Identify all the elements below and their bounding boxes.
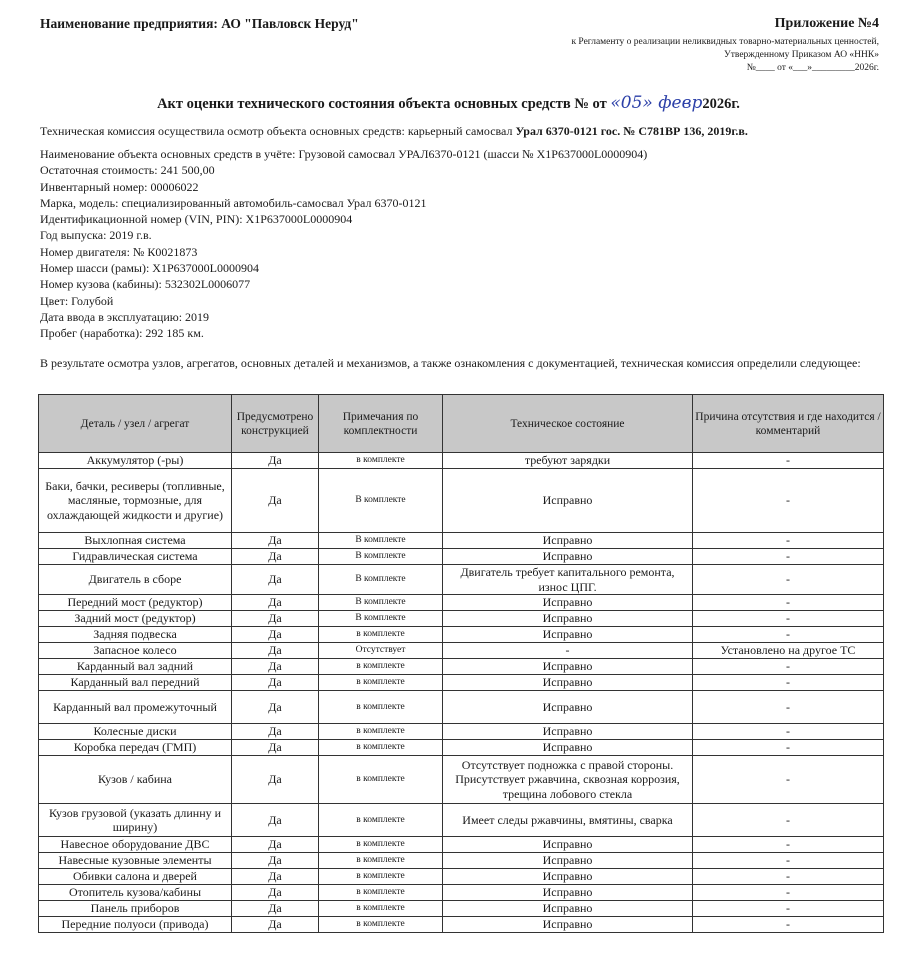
intro-line xyxy=(40,124,748,139)
intro-vehicle: Урал 6370-0121 гос. № С781ВР 136, 2019г.в. xyxy=(515,124,748,138)
table-row xyxy=(39,724,884,740)
table-row xyxy=(39,901,884,917)
company-name: Наименование предприятия: АО "Павловск Неруд" xyxy=(40,16,359,31)
fact-body-number: Номер кузова (кабины): 532302L0006077 xyxy=(40,277,251,292)
row-part: Кузов / кабина xyxy=(39,756,232,804)
row-comment: Установлено на другое ТС xyxy=(693,643,884,659)
table-row xyxy=(39,756,884,804)
row-part: Карданный вал задний xyxy=(39,659,232,675)
row-part: Отопитель кузова/кабины xyxy=(39,885,232,901)
row-provided: Да xyxy=(232,469,319,533)
row-provided: Да xyxy=(232,837,319,853)
row-part: Навесные кузовные элементы xyxy=(39,853,232,869)
table-row xyxy=(39,627,884,643)
row-completeness: в комплекте xyxy=(319,901,443,917)
header-comment: Причина отсутствия и где находится / комментарий xyxy=(693,395,884,453)
row-comment: - xyxy=(693,804,884,837)
table-row xyxy=(39,595,884,611)
row-comment: - xyxy=(693,853,884,869)
row-comment: - xyxy=(693,869,884,885)
table-row xyxy=(39,869,884,885)
appendix-line-3: №____ от «___»_________2026г. xyxy=(746,63,879,73)
fact-year: Год выпуска: 2019 г.в. xyxy=(40,228,152,243)
row-completeness: Отсутствует xyxy=(319,643,443,659)
row-condition: Исправно xyxy=(443,549,693,565)
row-comment: - xyxy=(693,533,884,549)
row-condition: - xyxy=(443,643,693,659)
fact-make-model: Марка, модель: специализированный автомобиль-самосвал Урал 6370-0121 xyxy=(40,195,427,210)
appendix-line-1: к Регламенту о реализации неликвидных товарно-материальных ценностей, xyxy=(571,37,879,47)
row-provided: Да xyxy=(232,611,319,627)
table-row xyxy=(39,643,884,659)
row-condition: Исправно xyxy=(443,469,693,533)
row-completeness: в комплекте xyxy=(319,675,443,691)
row-provided: Да xyxy=(232,643,319,659)
row-completeness: в комплекте xyxy=(319,659,443,675)
row-provided: Да xyxy=(232,901,319,917)
row-part: Передний мост (редуктор) xyxy=(39,595,232,611)
row-comment: - xyxy=(693,659,884,675)
row-condition: Имеет следы ржавчины, вмятины, сварка xyxy=(443,804,693,837)
row-comment: - xyxy=(693,453,884,469)
table-row xyxy=(39,885,884,901)
row-part: Карданный вал промежуточный xyxy=(39,691,232,724)
table-row xyxy=(39,565,884,595)
fact-asset-name: Наименование объекта основных средств в учёте: Грузовой самосвал УРАЛ6370-0121 (шасси № X1P637000L0000904) xyxy=(40,147,648,161)
row-part: Выхлопная система xyxy=(39,533,232,549)
row-part: Колесные диски xyxy=(39,724,232,740)
intro-text: Техническая комиссия осуществила осмотр объекта основных средств: карьерный самосвал xyxy=(40,124,516,138)
row-comment: - xyxy=(693,740,884,756)
row-condition: требуют зарядки xyxy=(443,453,693,469)
row-comment: - xyxy=(693,565,884,595)
row-provided: Да xyxy=(232,565,319,595)
fact-inventory-number: Инвентарный номер: 00006022 xyxy=(40,179,199,194)
row-completeness: В комплекте xyxy=(319,549,443,565)
header-completeness: Примечания по комплектности xyxy=(319,395,443,453)
row-part: Навесное оборудование ДВС xyxy=(39,837,232,853)
row-comment: - xyxy=(693,469,884,533)
row-condition: Исправно xyxy=(443,917,693,933)
row-comment: - xyxy=(693,627,884,643)
result-paragraph: В результате осмотра узлов, агрегатов, основных деталей и механизмов, а также ознакомления с документацией, техническая комиссия определили следующее: xyxy=(40,356,861,370)
row-condition: Отсутствует подножка с правой стороны. Присутствует ржавчина, сквозная коррозия, трещина лобового стекла xyxy=(443,756,693,804)
row-provided: Да xyxy=(232,724,319,740)
row-completeness: в комплекте xyxy=(319,724,443,740)
table-row xyxy=(39,453,884,469)
row-provided: Да xyxy=(232,853,319,869)
row-provided: Да xyxy=(232,756,319,804)
row-part: Кузов грузовой (указать длинну и ширину) xyxy=(39,804,232,837)
row-part: Задний мост (редуктор) xyxy=(39,611,232,627)
row-completeness: В комплекте xyxy=(319,611,443,627)
row-comment: - xyxy=(693,691,884,724)
row-condition: Исправно xyxy=(443,595,693,611)
row-condition: Исправно xyxy=(443,869,693,885)
appendix-title: Приложение №4 xyxy=(774,16,879,31)
row-completeness: В комплекте xyxy=(319,595,443,611)
table-row xyxy=(39,917,884,933)
row-part: Карданный вал передний xyxy=(39,675,232,691)
row-completeness: в комплекте xyxy=(319,804,443,837)
row-condition: Исправно xyxy=(443,533,693,549)
row-completeness: В комплекте xyxy=(319,469,443,533)
row-provided: Да xyxy=(232,627,319,643)
row-comment: - xyxy=(693,901,884,917)
fact-color: Цвет: Голубой xyxy=(40,293,114,308)
row-condition: Исправно xyxy=(443,885,693,901)
appendix-block xyxy=(571,16,879,75)
row-provided: Да xyxy=(232,804,319,837)
title-year: 2026г. xyxy=(702,96,740,112)
table-row xyxy=(39,675,884,691)
row-comment: - xyxy=(693,595,884,611)
table-row xyxy=(39,611,884,627)
row-condition: Исправно xyxy=(443,659,693,675)
row-provided: Да xyxy=(232,885,319,901)
fact-commission-date: Дата ввода в эксплуатацию: 2019 xyxy=(40,309,210,324)
row-condition: Исправно xyxy=(443,837,693,853)
row-part: Задняя подвеска xyxy=(39,627,232,643)
row-part: Гидравлическая система xyxy=(39,549,232,565)
table-row xyxy=(39,804,884,837)
fact-residual-value: Остаточная стоимость: 241 500,00 xyxy=(40,163,215,178)
row-condition: Исправно xyxy=(443,724,693,740)
row-completeness: в комплекте xyxy=(319,917,443,933)
table-header-row xyxy=(39,395,884,453)
table-row xyxy=(39,659,884,675)
table-row xyxy=(39,837,884,853)
row-part: Запасное колесо xyxy=(39,643,232,659)
row-provided: Да xyxy=(232,869,319,885)
fact-mileage: Пробег (наработка): 292 185 км. xyxy=(40,326,204,341)
row-part: Коробка передач (ГМП) xyxy=(39,740,232,756)
row-condition: Исправно xyxy=(443,611,693,627)
row-part: Передние полуоси (привода) xyxy=(39,917,232,933)
inspection-table xyxy=(38,394,884,933)
row-completeness: в комплекте xyxy=(319,740,443,756)
fact-chassis-number: Номер шасси (рамы): X1P637000L0000904 xyxy=(40,261,259,276)
row-condition: Исправно xyxy=(443,853,693,869)
row-part: Баки, бачки, ресиверы (топливные, масляные, тормозные, для охлаждающей жидкости и другие) xyxy=(39,469,232,533)
row-completeness: в комплекте xyxy=(319,869,443,885)
table-row xyxy=(39,853,884,869)
row-condition: Исправно xyxy=(443,627,693,643)
vehicle-facts xyxy=(40,146,647,342)
row-completeness: в комплекте xyxy=(319,837,443,853)
row-comment: - xyxy=(693,611,884,627)
row-completeness: в комплекте xyxy=(319,756,443,804)
row-provided: Да xyxy=(232,549,319,565)
appendix-line-2: Утвержденному Приказом АО «ННК» xyxy=(724,50,879,60)
row-completeness: В комплекте xyxy=(319,533,443,549)
row-part: Двигатель в сборе xyxy=(39,565,232,595)
row-completeness: В комплекте xyxy=(319,565,443,595)
row-completeness: в комплекте xyxy=(319,691,443,724)
row-condition: Исправно xyxy=(443,691,693,724)
header-part: Деталь / узел / агрегат xyxy=(39,395,232,453)
row-comment: - xyxy=(693,837,884,853)
row-provided: Да xyxy=(232,453,319,469)
row-provided: Да xyxy=(232,917,319,933)
row-part: Обивки салона и дверей xyxy=(39,869,232,885)
row-provided: Да xyxy=(232,659,319,675)
row-completeness: в комплекте xyxy=(319,627,443,643)
fact-engine-number: Номер двигателя: № К0021873 xyxy=(40,244,198,259)
row-provided: Да xyxy=(232,533,319,549)
row-part: Аккумулятор (-ры) xyxy=(39,453,232,469)
row-comment: - xyxy=(693,917,884,933)
row-condition: Исправно xyxy=(443,901,693,917)
row-condition: Исправно xyxy=(443,740,693,756)
handwritten-date: «05» февр xyxy=(610,93,703,113)
row-condition: Исправно xyxy=(443,675,693,691)
table-row xyxy=(39,740,884,756)
table-row xyxy=(39,691,884,724)
table-row xyxy=(39,533,884,549)
fact-vin: Идентификационной номер (VIN, PIN): X1P637000L0000904 xyxy=(40,212,353,227)
title-text: Акт оценки технического состояния объекта основных средств № от xyxy=(157,96,607,112)
row-condition: Двигатель требует капитального ремонта, износ ЦПГ. xyxy=(443,565,693,595)
row-part: Панель приборов xyxy=(39,901,232,917)
row-provided: Да xyxy=(232,595,319,611)
row-comment: - xyxy=(693,549,884,565)
header-condition: Техническое состояние xyxy=(443,395,693,453)
row-provided: Да xyxy=(232,675,319,691)
row-comment: - xyxy=(693,675,884,691)
row-provided: Да xyxy=(232,691,319,724)
table-row xyxy=(39,469,884,533)
header-provided: Предусмотрено конструкцией xyxy=(232,395,319,453)
row-completeness: в комплекте xyxy=(319,453,443,469)
row-completeness: в комплекте xyxy=(319,885,443,901)
row-completeness: в комплекте xyxy=(319,853,443,869)
row-comment: - xyxy=(693,756,884,804)
row-provided: Да xyxy=(232,740,319,756)
document-title xyxy=(0,93,897,113)
table-row xyxy=(39,549,884,565)
row-comment: - xyxy=(693,885,884,901)
row-comment: - xyxy=(693,724,884,740)
